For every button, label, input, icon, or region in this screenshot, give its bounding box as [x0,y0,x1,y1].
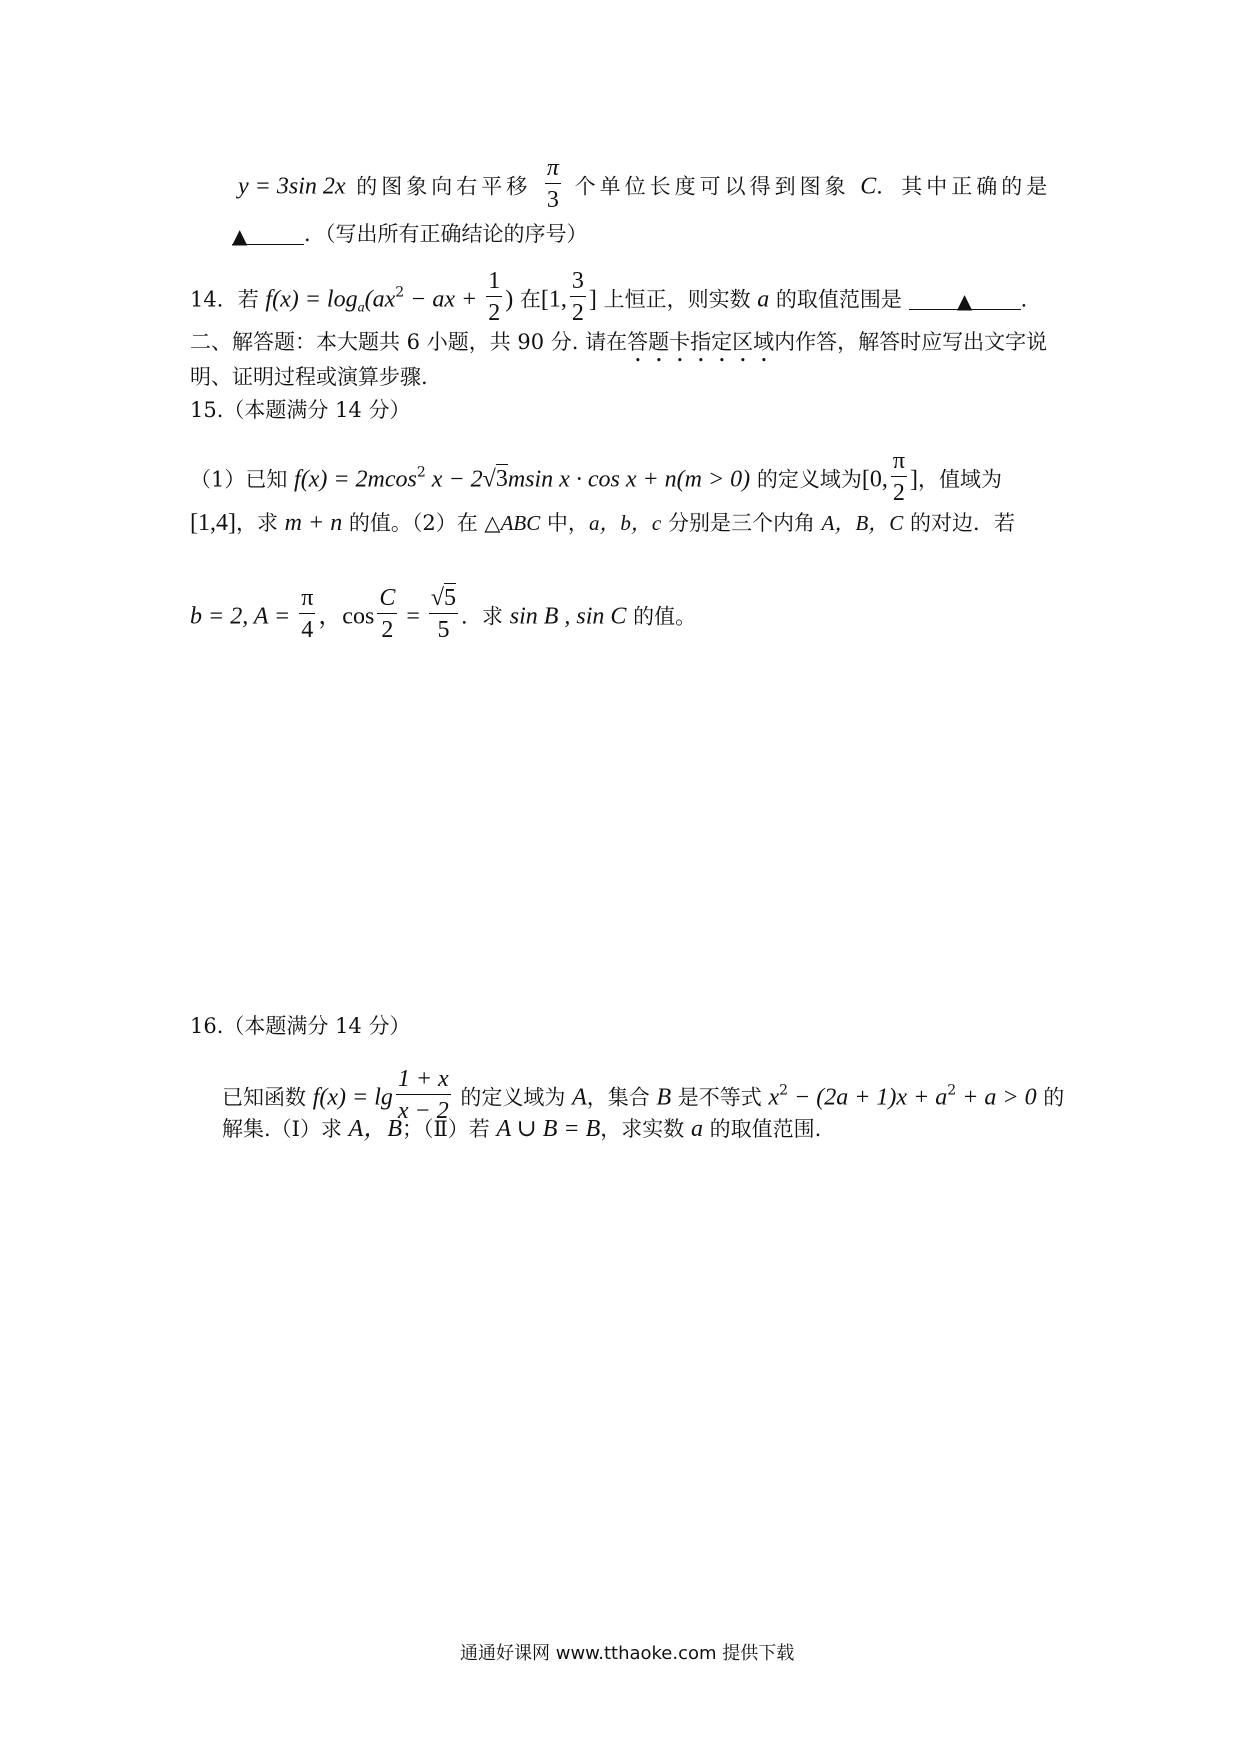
q15-line2: [1,4]，求 m + n 的值。（2）在 △ABC 中，a，b，c 分别是三个内角 A，B，C 的对边．若 [190,510,1015,536]
q13-equation: y = 3sin 2x [238,173,346,200]
triangle-icon: ▲ [232,224,248,248]
section2-line1: 二、解答题：本大题共 6 小题，共 90 分. 请在答题卡指定区域内作答，解答时应写出文字说 [190,330,1048,354]
q13-line2: ▲ ．（写出所有正确结论的序号） [232,222,588,248]
page-footer: 通通好课网 www.tthaoke.com 提供下载 [460,1643,795,1664]
q14-answer-blank [909,289,1021,314]
q13-answer-blank [232,224,304,248]
q15-line1: （1）已知 f(x) = 2mcos$^2$ x − 2√3msin x · cos x + n(m > 0) 的定义域为[0, $\frac{\pi}{2}$ ]，值域为 [190,448,1002,507]
q15-header: 15.（本题满分 14 分） [190,398,411,422]
q16-header: 16.（本题满分 14 分） [190,1014,411,1038]
emphasis-text: 答题卡指定区域 [627,330,775,354]
q15-line3: b = 2, A = $\frac{\pi}{4}$ ，cos $\frac{C}{2}$ = $\frac{√5}{5}$ ．求 sin B , sin C 的值。 [190,585,697,644]
section2-line2: 明、证明过程或演算步骤. [190,365,428,389]
q14-line: 14．若 $f(x) = \log_a(ax^2$ − ax + $\frac{1}{2}$ ) 在[1, $\frac{3}{2}$ ] 上恒正，则实数 a 的取值范围是 ▲ ． [190,268,1042,327]
q13-line1: y = 3sin 2x 的图象向右平移 $\frac{\pi}{3}$ 个单位长度可以得到图象 C．其中正确的是 [238,155,1052,214]
triangle-icon: ▲ [956,289,973,314]
q16-line2: 解集.（Ⅰ）求 A，B；（Ⅱ）若 A ∪ B = B，求实数 a 的取值范围. [222,1116,822,1142]
q16-line1: 已知函数 f(x) = lg $\frac{1 + x}{x - 2}$ 的定义域为 A，集合 B 是不等式 $x^2 - (2a + 1)x + a^2 + a > 0$ 的 [222,1066,1065,1125]
q13-shift-fraction: $\frac{\pi}{3}$ [546,155,559,214]
